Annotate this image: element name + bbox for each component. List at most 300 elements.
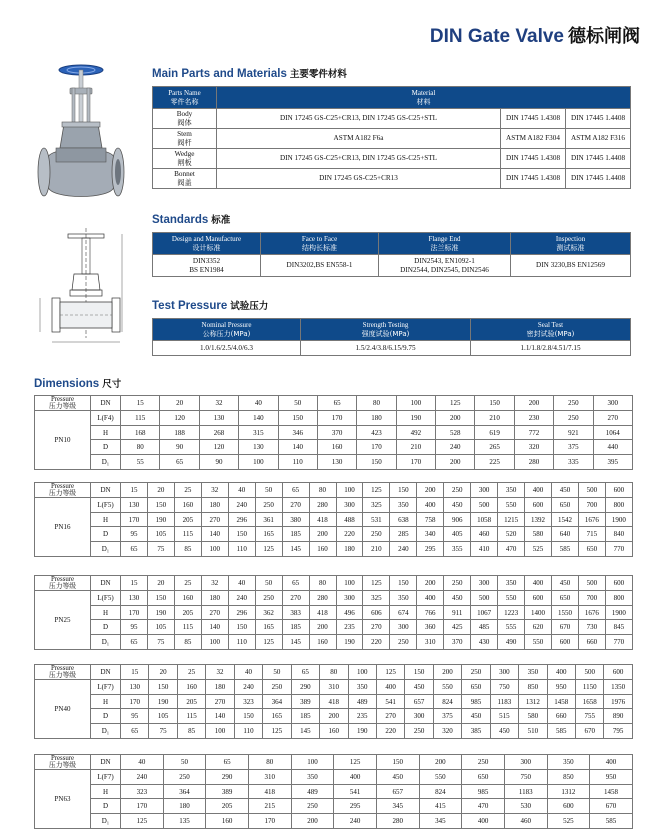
- dimension-row: [35, 680, 633, 695]
- dimension-value: 170: [121, 694, 149, 709]
- dimension-value: 541: [334, 784, 377, 799]
- test-header-en: Seal Test: [537, 321, 564, 330]
- dimension-value: 700: [578, 591, 605, 606]
- dn-value: 80: [357, 396, 396, 411]
- dn-value: 250: [554, 396, 593, 411]
- dimension-value: 180: [357, 411, 396, 426]
- pressure-caption: [35, 483, 91, 498]
- dimension-value: 1458: [590, 784, 633, 799]
- dimension-value: 265: [475, 440, 514, 455]
- dimension-row: [35, 411, 633, 426]
- dn-value: 150: [376, 755, 419, 770]
- dn-value: 300: [471, 576, 498, 591]
- dimension-value: 1183: [504, 784, 547, 799]
- dn-value: 250: [462, 665, 490, 680]
- dn-value: 350: [519, 665, 547, 680]
- part-name-en: Body: [176, 110, 193, 119]
- dimension-value: 100: [239, 455, 278, 470]
- standard-value: DIN3352: [192, 257, 221, 266]
- dimension-value: 340: [417, 527, 444, 542]
- dimension-value: 250: [554, 411, 593, 426]
- dimension-value: 280: [309, 591, 336, 606]
- dimension-label: D₁: [91, 542, 121, 557]
- dn-value: 15: [121, 483, 148, 498]
- pn-label: PN25: [35, 591, 91, 649]
- dn-value: 125: [334, 755, 377, 770]
- dimension-value: 300: [336, 498, 363, 513]
- standards-section-title: Standards 标准: [152, 214, 231, 226]
- dn-value: 40: [234, 665, 262, 680]
- dimension-value: 105: [149, 709, 177, 724]
- dimension-value: 200: [291, 814, 334, 829]
- dimensions-table-pn40: [34, 664, 633, 739]
- dimension-value: 1400: [525, 605, 552, 620]
- dn-value: 65: [317, 396, 356, 411]
- dimension-value: 670: [590, 799, 633, 814]
- dimension-value: 160: [174, 591, 201, 606]
- dimension-value: 383: [282, 605, 309, 620]
- dimension-value: 585: [552, 542, 579, 557]
- dimension-value: 440: [593, 440, 632, 455]
- dimension-value: 200: [436, 411, 475, 426]
- dimension-value: 345: [376, 799, 419, 814]
- dimension-value: 450: [490, 724, 518, 739]
- dimension-value: 657: [405, 694, 433, 709]
- dimension-row: [35, 620, 633, 635]
- material-cell: DIN 17445 1.4308: [501, 169, 566, 189]
- dimension-value: 230: [514, 411, 553, 426]
- dimension-value: 240: [228, 498, 255, 513]
- dimension-value: 370: [444, 635, 471, 650]
- dn-value: 25: [174, 576, 201, 591]
- dimension-value: 346: [278, 425, 317, 440]
- dimension-value: 190: [348, 724, 376, 739]
- dimension-value: 325: [363, 591, 390, 606]
- dimension-value: 650: [552, 591, 579, 606]
- part-name-en: Wedge: [174, 150, 195, 159]
- test-value-cell: 1.0/1.6/2.5/4.0/6.3: [153, 341, 301, 356]
- test-header-zh: 密封试验(MPa): [526, 329, 575, 338]
- dimension-value: 160: [317, 440, 356, 455]
- dn-value: 150: [390, 483, 417, 498]
- dimension-value: 489: [291, 784, 334, 799]
- dimension-value: 800: [605, 498, 632, 513]
- dimension-value: 425: [444, 620, 471, 635]
- pressure-caption-zh: 压力等级: [48, 761, 77, 770]
- dimension-value: 150: [278, 411, 317, 426]
- test-header: [153, 319, 301, 341]
- dn-value: 200: [419, 755, 462, 770]
- dn-value: 100: [348, 665, 376, 680]
- dimension-value: 430: [471, 635, 498, 650]
- dimension-value: 190: [396, 411, 435, 426]
- part-name-cell: [153, 149, 217, 169]
- dn-value: 400: [547, 665, 575, 680]
- dn-value: 20: [149, 665, 177, 680]
- dimension-value: 496: [336, 605, 363, 620]
- dimension-value: 140: [201, 620, 228, 635]
- dimension-value: 715: [578, 527, 605, 542]
- part-name-cell: [153, 169, 217, 189]
- dn-value: 500: [578, 483, 605, 498]
- dimension-value: 389: [206, 784, 249, 799]
- dimension-value: 364: [163, 784, 206, 799]
- dimension-value: 824: [419, 784, 462, 799]
- dimension-row: [35, 605, 633, 620]
- dimension-value: 180: [201, 498, 228, 513]
- dimension-value: 580: [525, 527, 552, 542]
- dn-header-row: [35, 396, 633, 411]
- parts-name-header: Parts Name 零件名称: [153, 87, 217, 109]
- dimension-value: 270: [363, 620, 390, 635]
- dimension-value: 530: [504, 799, 547, 814]
- dimension-value: 1458: [547, 694, 575, 709]
- dimension-label: H: [91, 784, 121, 799]
- dn-value: 400: [525, 483, 552, 498]
- dimension-value: 205: [174, 605, 201, 620]
- dimension-value: 415: [419, 799, 462, 814]
- part-name-zh: 阀盖: [177, 177, 192, 187]
- dimension-value: 490: [498, 635, 525, 650]
- dimension-row: [35, 527, 633, 542]
- dn-value: 125: [363, 483, 390, 498]
- dimension-value: 90: [199, 455, 238, 470]
- dimension-value: 110: [234, 724, 262, 739]
- dimension-label: L(F5): [91, 591, 121, 606]
- dimension-value: 550: [498, 498, 525, 513]
- dimensions-table-pn10: [34, 395, 633, 470]
- parts-row: [153, 169, 631, 189]
- standards-table: [152, 232, 631, 277]
- material-cell: ASTM A182 F6a: [217, 129, 501, 149]
- dimension-value: 190: [336, 635, 363, 650]
- dimension-value: 750: [504, 770, 547, 785]
- dn-value: 500: [578, 576, 605, 591]
- dimension-value: 620: [525, 620, 552, 635]
- dimension-value: 323: [234, 694, 262, 709]
- dimension-value: 85: [174, 635, 201, 650]
- standard-header: [511, 233, 631, 255]
- pressure-caption-en: Pressure: [50, 576, 75, 583]
- dn-value: 600: [605, 483, 632, 498]
- dn-value: 65: [206, 755, 249, 770]
- dimension-value: 418: [309, 605, 336, 620]
- test-pressure-section-title: Test Pressure 试验压力: [152, 300, 269, 312]
- dimension-value: 205: [174, 512, 201, 527]
- dimension-value: 1215: [498, 512, 525, 527]
- dimension-value: 375: [433, 709, 461, 724]
- dimension-value: 150: [357, 455, 396, 470]
- dimension-value: 185: [282, 527, 309, 542]
- dimension-value: 1392: [525, 512, 552, 527]
- dimension-value: 600: [552, 635, 579, 650]
- dn-value: 200: [433, 665, 461, 680]
- dn-value: 200: [417, 576, 444, 591]
- dimension-value: 800: [605, 591, 632, 606]
- dimension-value: 250: [263, 680, 291, 695]
- dimension-value: 240: [334, 814, 377, 829]
- dimension-value: 85: [177, 724, 205, 739]
- dn-value: 200: [417, 483, 444, 498]
- dn-value: 50: [263, 665, 291, 680]
- dimension-value: 250: [363, 527, 390, 542]
- dimension-value: 750: [490, 680, 518, 695]
- dimension-value: 845: [605, 620, 632, 635]
- dimension-value: 1312: [547, 784, 590, 799]
- dimension-value: 100: [201, 635, 228, 650]
- material-cell: ASTM A182 F304: [501, 129, 566, 149]
- dn-value: 25: [177, 665, 205, 680]
- pressure-caption-zh: 压力等级: [48, 402, 77, 411]
- dn-value: 15: [121, 665, 149, 680]
- dimension-value: 600: [525, 498, 552, 513]
- dimension-value: 115: [174, 620, 201, 635]
- standard-header: [261, 233, 379, 255]
- dimension-value: 315: [239, 425, 278, 440]
- dimension-value: 120: [160, 411, 199, 426]
- dimension-value: 296: [228, 512, 255, 527]
- dimension-value: 423: [357, 425, 396, 440]
- dimension-value: 55: [121, 455, 160, 470]
- standard-value: DIN 3230,BS EN12569: [536, 261, 605, 270]
- dimension-value: 385: [462, 724, 490, 739]
- dn-value: 300: [593, 396, 632, 411]
- dn-header-row: [35, 755, 633, 770]
- dimensions-table-pn63: [34, 754, 633, 829]
- dimension-value: 323: [121, 784, 164, 799]
- dimension-value: 240: [121, 770, 164, 785]
- test-header-en: Nominal Pressure: [201, 321, 252, 330]
- dimension-value: 758: [417, 512, 444, 527]
- dimension-value: 619: [475, 425, 514, 440]
- dimension-value: 130: [121, 591, 148, 606]
- dimension-value: 674: [390, 605, 417, 620]
- dn-value: 65: [282, 483, 309, 498]
- part-name-en: Bonnet: [174, 170, 195, 179]
- dimension-row: [35, 814, 633, 829]
- dimension-value: 296: [228, 605, 255, 620]
- dimension-value: 355: [444, 542, 471, 557]
- dimension-value: 360: [417, 620, 444, 635]
- dimension-value: 395: [593, 455, 632, 470]
- dn-value: 100: [291, 755, 334, 770]
- dn-value: 300: [471, 483, 498, 498]
- material-cell: DIN 17245 GS-C25+CR13, DIN 17245 GS-C25+STL: [217, 109, 501, 129]
- dimension-value: 160: [309, 542, 336, 557]
- dimension-value: 140: [239, 411, 278, 426]
- dimension-value: 1900: [605, 512, 632, 527]
- dn-value: 400: [525, 576, 552, 591]
- dn-value: 400: [590, 755, 633, 770]
- dimension-label: H: [91, 605, 121, 620]
- dimension-value: 418: [309, 512, 336, 527]
- dimension-value: 660: [578, 635, 605, 650]
- pressure-caption-en: Pressure: [50, 755, 75, 762]
- dn-value: 32: [201, 483, 228, 498]
- dimension-value: 1150: [576, 680, 604, 695]
- dimension-row: [35, 799, 633, 814]
- dimension-value: 240: [234, 680, 262, 695]
- dimensions-table-pn25: [34, 575, 633, 650]
- dimension-value: 250: [291, 799, 334, 814]
- dimension-value: 160: [177, 680, 205, 695]
- dimension-value: 890: [604, 709, 632, 724]
- dn-value: 150: [475, 396, 514, 411]
- dimension-label: H: [91, 694, 121, 709]
- dimension-value: 550: [433, 680, 461, 695]
- dimension-value: 130: [199, 411, 238, 426]
- dimension-value: 235: [348, 709, 376, 724]
- test-pressure-table: [152, 318, 631, 356]
- dimension-value: 190: [147, 512, 174, 527]
- dimension-row: [35, 440, 633, 455]
- dn-value: 125: [436, 396, 475, 411]
- pn-label: PN16: [35, 498, 91, 556]
- dimension-value: 345: [419, 814, 462, 829]
- dimension-row: [35, 709, 633, 724]
- dimension-value: 906: [444, 512, 471, 527]
- dimension-value: 400: [417, 498, 444, 513]
- dimension-value: 250: [390, 635, 417, 650]
- dimension-value: 160: [206, 814, 249, 829]
- dimension-value: 555: [498, 620, 525, 635]
- dimension-value: 185: [291, 709, 319, 724]
- dimension-value: 670: [552, 620, 579, 635]
- dimension-value: 1550: [552, 605, 579, 620]
- dimension-value: 145: [282, 635, 309, 650]
- dimension-label: D: [91, 527, 121, 542]
- test-header: [471, 319, 631, 341]
- parts-row: [153, 109, 631, 129]
- dimension-value: 270: [376, 709, 404, 724]
- dn-value: 350: [498, 483, 525, 498]
- pressure-caption-en: Pressure: [50, 396, 75, 403]
- dimension-value: 1064: [593, 425, 632, 440]
- dn-value: 80: [320, 665, 348, 680]
- dn-label: DN: [91, 665, 121, 680]
- dimension-value: 541: [376, 694, 404, 709]
- dimension-value: 180: [163, 799, 206, 814]
- dimension-label: L(F4): [91, 411, 121, 426]
- dimension-value: 489: [348, 694, 376, 709]
- material-cell: DIN 17445 1.4308: [501, 109, 566, 129]
- dn-value: 600: [605, 576, 632, 591]
- dimension-value: 125: [255, 635, 282, 650]
- gate-valve-drawing-icon: [38, 228, 134, 358]
- material-cell: ASTM A182 F316: [566, 129, 631, 149]
- dimension-value: 492: [396, 425, 435, 440]
- dimension-label: L(F7): [91, 680, 121, 695]
- dimension-value: 140: [201, 527, 228, 542]
- dimension-value: 270: [282, 591, 309, 606]
- dimension-row: [35, 455, 633, 470]
- dn-value: 32: [199, 396, 238, 411]
- dimension-value: 125: [255, 542, 282, 557]
- dn-value: 32: [201, 576, 228, 591]
- dimension-label: D₁: [91, 724, 121, 739]
- dimension-value: 65: [121, 724, 149, 739]
- dimension-value: 295: [334, 799, 377, 814]
- dimension-value: 140: [206, 709, 234, 724]
- dimension-value: 520: [498, 527, 525, 542]
- dimension-label: D: [91, 709, 121, 724]
- dimension-value: 850: [547, 770, 590, 785]
- dimension-row: [35, 425, 633, 440]
- dn-header-row: [35, 576, 633, 591]
- dimension-value: 210: [396, 440, 435, 455]
- dimension-value: 150: [147, 498, 174, 513]
- test-value-cell: 1.1/1.8/2.8/4.51/7.15: [471, 341, 631, 356]
- dn-header-row: [35, 483, 633, 498]
- dn-value: 40: [228, 576, 255, 591]
- dimension-value: 160: [320, 724, 348, 739]
- dimension-value: 350: [348, 680, 376, 695]
- dimension-value: 470: [462, 799, 505, 814]
- dimension-value: 638: [390, 512, 417, 527]
- dimension-value: 130: [121, 498, 148, 513]
- dimension-value: 85: [174, 542, 201, 557]
- dimension-value: 985: [462, 784, 505, 799]
- dimension-value: 400: [462, 814, 505, 829]
- dimension-value: 190: [149, 694, 177, 709]
- dimension-value: 180: [201, 591, 228, 606]
- dn-label: DN: [91, 755, 121, 770]
- dimension-value: 235: [336, 620, 363, 635]
- dimensions-section-title: Dimensions 尺寸: [34, 378, 122, 390]
- dimension-value: 410: [471, 542, 498, 557]
- pressure-caption-en: Pressure: [50, 665, 75, 672]
- dn-value: 350: [547, 755, 590, 770]
- dimension-row: [35, 635, 633, 650]
- dn-value: 40: [121, 755, 164, 770]
- dimension-value: 320: [433, 724, 461, 739]
- dimension-value: 730: [578, 620, 605, 635]
- dimension-value: 215: [248, 799, 291, 814]
- part-name-en: Stem: [177, 130, 192, 139]
- dn-value: 100: [336, 576, 363, 591]
- pressure-caption-zh: 压力等级: [48, 489, 77, 498]
- dimension-value: 580: [519, 709, 547, 724]
- dimension-value: 500: [471, 591, 498, 606]
- parts-row: [153, 129, 631, 149]
- dimension-value: 105: [147, 527, 174, 542]
- standard-header-en: Face to Face: [301, 235, 338, 244]
- dimension-value: 770: [605, 635, 632, 650]
- dimension-value: 300: [390, 620, 417, 635]
- dimension-value: 766: [417, 605, 444, 620]
- dimension-value: 135: [163, 814, 206, 829]
- dimension-value: 450: [405, 680, 433, 695]
- dimension-value: 170: [121, 605, 148, 620]
- dimension-value: 95: [121, 527, 148, 542]
- dimension-value: 405: [444, 527, 471, 542]
- dimension-value: 100: [201, 542, 228, 557]
- dn-value: 150: [390, 576, 417, 591]
- dimension-value: 185: [282, 620, 309, 635]
- pressure-caption-zh: 压力等级: [48, 582, 77, 591]
- pressure-caption: [35, 576, 91, 591]
- dn-value: 600: [604, 665, 632, 680]
- dimension-value: 160: [309, 635, 336, 650]
- dimension-value: 268: [199, 425, 238, 440]
- dimension-value: 200: [309, 527, 336, 542]
- pressure-caption: [35, 665, 91, 680]
- dimension-label: D: [91, 799, 121, 814]
- pressure-caption: [35, 396, 91, 411]
- dimension-value: 220: [336, 527, 363, 542]
- dimension-value: 1350: [604, 680, 632, 695]
- dimension-value: 375: [554, 440, 593, 455]
